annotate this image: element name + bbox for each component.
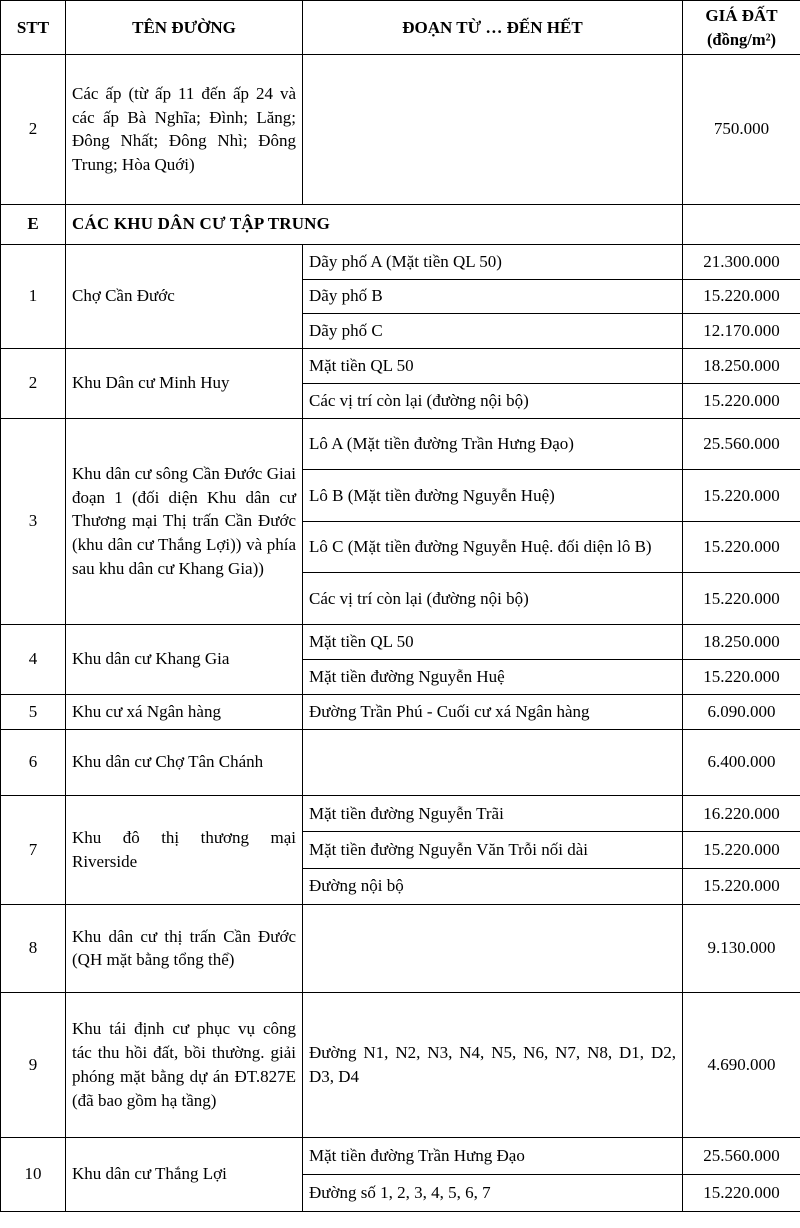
land-price-value: 6.400.000 xyxy=(683,729,800,795)
segment-description: Mặt tiền đường Trần Hưng Đạo xyxy=(303,1137,683,1174)
segment-description xyxy=(303,54,683,204)
table-row xyxy=(1,795,800,831)
header-gia-dat xyxy=(683,1,800,55)
segment-description: Dãy phố B xyxy=(303,279,683,314)
land-price-value: 25.560.000 xyxy=(683,1137,800,1174)
segment-description: Đường nội bộ xyxy=(303,868,683,904)
road-name: Chợ Cần Đước xyxy=(66,244,303,348)
segment-description xyxy=(303,729,683,795)
segment-description: Các vị trí còn lại (đường nội bộ) xyxy=(303,573,683,625)
segment-description: Đường Trần Phú - Cuối cư xá Ngân hàng xyxy=(303,694,683,729)
segment-description: Mặt tiền đường Nguyễn Văn Trỗi nối dài xyxy=(303,832,683,868)
table-row xyxy=(1,992,800,1137)
land-price-value: 15.220.000 xyxy=(683,383,800,418)
section-title: CÁC KHU DÂN CƯ TẬP TRUNG xyxy=(66,204,683,244)
header-gia-dat-unit: (đồng/m²) xyxy=(706,29,777,49)
road-name: Khu dân cư Thắng Lợi xyxy=(66,1137,303,1211)
road-name: Khu dân cư Khang Gia xyxy=(66,624,303,694)
table-row xyxy=(1,624,800,659)
land-price-value: 750.000 xyxy=(683,54,800,204)
row-number: 9 xyxy=(1,992,66,1137)
segment-description: Lô C (Mặt tiền đường Nguyễn Huệ. đối diện lô B) xyxy=(303,521,683,573)
table-row xyxy=(1,729,800,795)
land-price-value: 15.220.000 xyxy=(683,659,800,694)
land-price-value: 15.220.000 xyxy=(683,279,800,314)
land-price-value: 15.220.000 xyxy=(683,573,800,625)
row-number: 2 xyxy=(1,54,66,204)
road-name: Khu dân cư sông Cần Đước Giai đoạn 1 (đối diện Khu dân cư Thương mại Thị trấn Cần Đước (khu dân cư Thắng Lợi)) và phía sau khu dân cư Khang Gia)) xyxy=(66,418,303,624)
section-row xyxy=(1,204,800,244)
table-row xyxy=(1,694,800,729)
segment-description: Lô B (Mặt tiền đường Nguyễn Huệ) xyxy=(303,470,683,522)
land-price-value: 18.250.000 xyxy=(683,624,800,659)
section-price-empty xyxy=(683,204,800,244)
segment-description: Các vị trí còn lại (đường nội bộ) xyxy=(303,383,683,418)
segment-description: Dãy phố C xyxy=(303,314,683,349)
road-name: Khu cư xá Ngân hàng xyxy=(66,694,303,729)
row-number: 6 xyxy=(1,729,66,795)
row-number: 7 xyxy=(1,795,66,904)
table-row xyxy=(1,244,800,279)
segment-description: Mặt tiền QL 50 xyxy=(303,624,683,659)
land-price-value: 4.690.000 xyxy=(683,992,800,1137)
segment-description: Mặt tiền đường Nguyễn Huệ xyxy=(303,659,683,694)
header-row xyxy=(1,1,800,55)
table-header xyxy=(1,1,800,55)
row-number: 5 xyxy=(1,694,66,729)
row-number: 4 xyxy=(1,624,66,694)
land-price-value: 18.250.000 xyxy=(683,348,800,383)
land-price-value: 15.220.000 xyxy=(683,521,800,573)
segment-description: Đường số 1, 2, 3, 4, 5, 6, 7 xyxy=(303,1174,683,1211)
road-name: Các ấp (từ ấp 11 đến ấp 24 và các ấp Bà Nghĩa; Đình; Lăng; Đông Nhất; Đông Nhì; Đông Trung; Hòa Quới) xyxy=(66,54,303,204)
table-row xyxy=(1,418,800,470)
land-price-value: 25.560.000 xyxy=(683,418,800,470)
road-name: Khu đô thị thương mại Riverside xyxy=(66,795,303,904)
table-body xyxy=(1,54,800,1211)
land-price-value: 15.220.000 xyxy=(683,868,800,904)
table-row xyxy=(1,904,800,992)
road-name: Khu Dân cư Minh Huy xyxy=(66,348,303,418)
land-price-value: 12.170.000 xyxy=(683,314,800,349)
row-number: 3 xyxy=(1,418,66,624)
segment-description: Mặt tiền QL 50 xyxy=(303,348,683,383)
table-row xyxy=(1,348,800,383)
segment-description xyxy=(303,904,683,992)
row-number: 1 xyxy=(1,244,66,348)
land-price-value: 15.220.000 xyxy=(683,1174,800,1211)
row-number: 8 xyxy=(1,904,66,992)
land-price-value: 6.090.000 xyxy=(683,694,800,729)
row-number: 2 xyxy=(1,348,66,418)
header-doan-tu-den-het: ĐOẠN TỪ … ĐẾN HẾT xyxy=(303,1,683,55)
row-number: 10 xyxy=(1,1137,66,1211)
land-price-value: 21.300.000 xyxy=(683,244,800,279)
table-row xyxy=(1,1137,800,1174)
segment-description: Lô A (Mặt tiền đường Trần Hưng Đạo) xyxy=(303,418,683,470)
header-stt: STT xyxy=(1,1,66,55)
road-name: Khu dân cư Chợ Tân Chánh xyxy=(66,729,303,795)
land-price-value: 16.220.000 xyxy=(683,795,800,831)
road-name: Khu dân cư thị trấn Cần Đước (QH mặt bằng tổng thể) xyxy=(66,904,303,992)
segment-description: Đường N1, N2, N3, N4, N5, N6, N7, N8, D1, D2, D3, D4 xyxy=(303,992,683,1137)
header-ten-duong: TÊN ĐƯỜNG xyxy=(66,1,303,55)
segment-description: Mặt tiền đường Nguyễn Trãi xyxy=(303,795,683,831)
land-price-value: 9.130.000 xyxy=(683,904,800,992)
road-name: Khu tái định cư phục vụ công tác thu hồi đất, bồi thường. giải phóng mặt bằng dự án ĐT.827E (đã bao gồm hạ tầng) xyxy=(66,992,303,1137)
land-price-value: 15.220.000 xyxy=(683,832,800,868)
header-gia-dat-main: GIÁ ĐẤT xyxy=(705,6,778,25)
section-letter: E xyxy=(1,204,66,244)
table-row xyxy=(1,54,800,204)
segment-description: Dãy phố A (Mặt tiền QL 50) xyxy=(303,244,683,279)
land-price-value: 15.220.000 xyxy=(683,470,800,522)
